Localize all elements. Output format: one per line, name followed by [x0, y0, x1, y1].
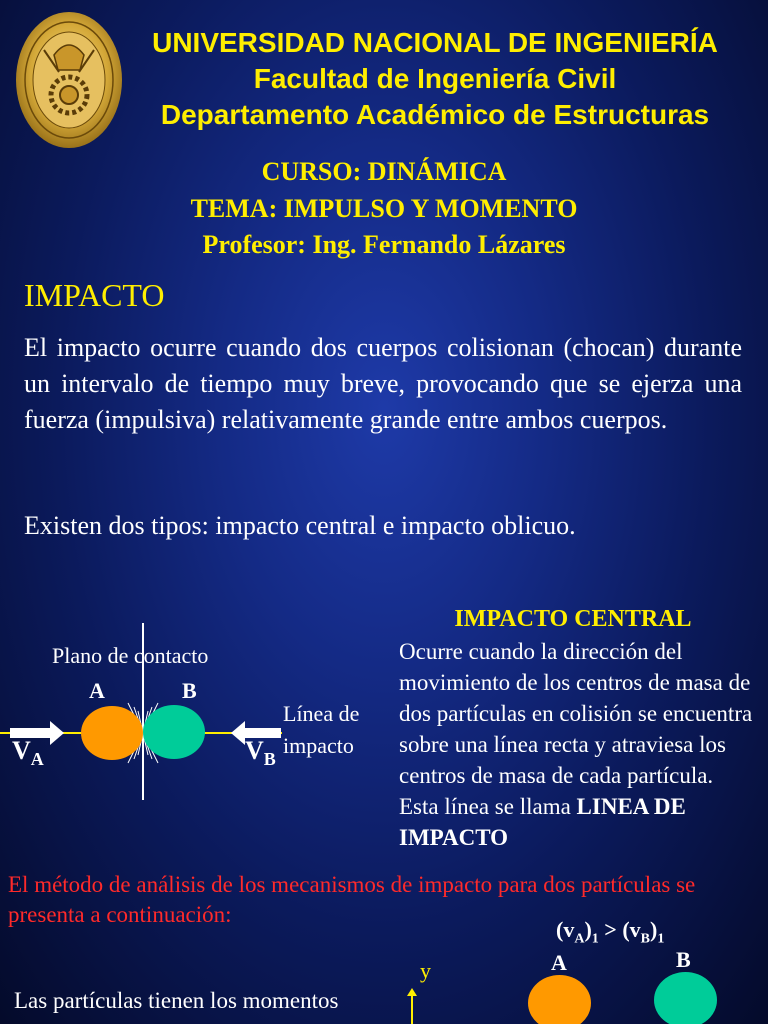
- particle-a: [81, 706, 143, 760]
- course-title: CURSO: DINÁMICA: [261, 157, 507, 186]
- bottom-label-b: B: [676, 947, 691, 972]
- bottom-particle-a: [528, 975, 591, 1024]
- velocity-relation: $(v_A)_1 > (v_B)_1$: [556, 917, 665, 947]
- velocity-a-label: $V_A$: [12, 736, 44, 770]
- central-impact-description: Ocurre cuando la dirección del movimiento de los centros de masa de dos partículas en colisión se encuentra sobre una línea recta y atraviesa los centros de masa de cada partícula. Esta línea se llama LINEA DE IMPACTO: [399, 639, 753, 850]
- impact-line-label-2: impacto: [283, 733, 354, 758]
- velocity-b-label: $V_B$: [245, 736, 276, 770]
- university-name: UNIVERSIDAD NACIONAL DE INGENIERÍA: [152, 27, 718, 58]
- particle-b: [143, 705, 205, 759]
- professor-name: Profesor: Ing. Fernando Lázares: [202, 230, 566, 259]
- label-a: A: [89, 678, 105, 703]
- impact-definition: El impacto ocurre cuando dos cuerpos colisionan (chocan) durante un intervalo de tiempo muy breve, provocando que se ejerza una fuerza (impulsiva) relativamente grande entre ambos cuerpos.: [24, 333, 742, 434]
- y-axis-label: y: [420, 958, 431, 983]
- section-title: IMPACTO: [24, 277, 165, 313]
- bottom-particle-b: [654, 972, 717, 1024]
- label-b: B: [182, 678, 197, 703]
- momentum-text: Las partículas tienen los momentos: [14, 988, 339, 1013]
- contact-plane-label: Plano de contacto: [52, 643, 209, 668]
- faculty-name: Facultad de Ingeniería Civil: [253, 63, 617, 94]
- university-logo: [14, 10, 124, 150]
- y-axis-arrow: [406, 988, 418, 1024]
- central-impact-title: IMPACTO CENTRAL: [454, 606, 692, 632]
- impact-types: Existen dos tipos: impacto central e impacto oblicuo.: [24, 511, 576, 540]
- department-name: Departamento Académico de Estructuras: [160, 99, 710, 130]
- bottom-label-a: A: [551, 950, 567, 975]
- impact-line-label-1: Línea de: [283, 701, 360, 726]
- topic-title: TEMA: IMPULSO Y MOMENTO: [190, 194, 578, 223]
- method-description: El método de análisis de los mecanismos de impacto para dos partículas se presenta a continuación:: [8, 872, 696, 927]
